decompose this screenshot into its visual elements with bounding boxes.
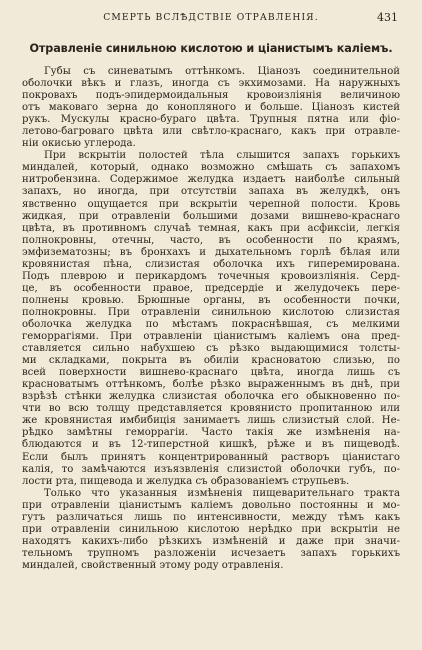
text-line: Если былъ принятъ концентрированный растворъ ціанистаго — [22, 451, 400, 463]
text-line: отъ маковаго зерна до конопляного и больше. Ціанозъ кистей — [22, 102, 400, 114]
text-line: калія, то замѣчаются изъязвленія слизистой оболочки губъ, по- — [22, 463, 400, 475]
text-line: лости рта, пищевода и желудка съ образованіемъ струпьевъ. — [22, 475, 350, 487]
text-line: цвѣта, въ противномъ случаѣ темная, какъ при асфиксіи, легкія — [22, 222, 400, 234]
text-line: находятъ какихъ-либо рѣзкихъ измѣненій и даже при значи- — [22, 535, 400, 547]
text-line: эмфизематозны; въ бронхахъ и дыхательномъ горлѣ бѣлая или — [22, 246, 400, 258]
text-line: рѣдко замѣтны геморрагіи. Часто такія же измѣненія на- — [22, 427, 400, 439]
text-line: це, въ особенности правое, предсердіе и желудочекъ пере- — [22, 282, 400, 294]
text-line: же кровянистая имбибиція занимаетъ лишь слизистый слой. Не- — [22, 415, 400, 427]
running-title: СМЕРТЬ ВСЛѢДСТВІЕ ОТРАВЛЕНІЯ. — [103, 12, 319, 23]
text-line: полнены кровью. Брюшные органы, въ особенности почки, — [22, 294, 400, 306]
running-header — [22, 12, 400, 26]
text-line: нитробензина. Содержимое желудка издаетъ наиболѣе сильный — [22, 174, 400, 186]
text-line: ніи окисью углерода. — [22, 138, 136, 150]
text-line: миндалей, который, однако возможно смѣшать съ запахомъ — [22, 162, 400, 174]
text-line: взрѣзѣ стѣнки желудка слизистая оболочка его обыкновенно по- — [22, 391, 400, 403]
page-number: 431 — [377, 11, 398, 24]
text-line: ставляется сильно набухшею съ рѣзко выдающимися толсты- — [22, 343, 400, 355]
text-line: ми складками, покрыта въ обиліи красноватою слизью, по — [22, 355, 400, 367]
text-line: запахъ, но иногда, при отсутствіи запаха въ желудкѣ, онъ — [22, 186, 400, 198]
text-line: рукъ. Мускулы красно-бураго цвѣта. Трупныя пятна или фіо- — [22, 114, 400, 126]
text-line: блюдаются и въ 12-типерстной кишкѣ, рѣже и въ пищеводѣ. — [22, 439, 400, 451]
text-line: тельномъ трупномъ разложеніи исчезаетъ запахъ горькихъ — [22, 547, 400, 559]
text-line: полнокровны, отечны, часто, въ особенности по краямъ, — [22, 234, 400, 246]
text-line: гутъ различаться лишь по интенсивности, между тѣмъ какъ — [22, 511, 400, 523]
text-line: оболочка желудка по мѣстамъ покраснѣвшая, съ мелкими — [22, 318, 400, 330]
text-line: полнокровны. При отравленіи синильною кислотою слизистая — [22, 306, 400, 318]
text-line: явственно ощущается при вскрытіи черепной полости. Кровь — [22, 198, 400, 210]
text-line: жидкая, при отравленіи большими дозами вишнево-краснаго — [22, 210, 400, 222]
text-line: Подъ плеврою и перикардомъ точечныя кровоизліянія. Серд- — [22, 270, 400, 282]
text-line: геморрагіями. При отравленіи ціанистымъ каліемъ она пред- — [22, 331, 400, 343]
text-line: красноватымъ оттѣнкомъ, болѣе рѣзко выраженнымъ въ днѣ, при — [22, 379, 400, 391]
text-line: Губы съ синеватымъ оттѣнкомъ. Ціанозъ соединительной — [44, 66, 400, 77]
text-line: кровянистая пѣна, слизистая оболочка ихъ гиперемирована. — [22, 258, 400, 270]
text-line: миндалей, свойственный этому роду отравленія. — [22, 559, 284, 571]
text-line: всей поверхности вишнево-краснаго цвѣта, иногда лишь съ — [22, 367, 400, 379]
text-line: при отравленіи синильною кислотою нерѣдко при вскрытіи не — [22, 523, 400, 535]
text-line: покровахъ подъ-эпидермоидальныя кровоизліянія величиною — [22, 90, 400, 102]
text-line: Только что указанныя измѣненія пищеварительнаго тракта — [44, 487, 400, 499]
text-line: оболочки вѣкъ и глазъ, иногда съ экхимозами. На наружныхъ — [22, 78, 400, 90]
body-text — [22, 66, 400, 572]
text-line: При вскрытіи полостей тѣла слышится запахъ горькихъ — [44, 150, 400, 162]
text-line: чти во всю толщу представляется кровянисто пропитанною или — [22, 403, 400, 415]
text-line: летово-багроваго цвѣта или свѣтло-краснаго, какъ при отравле- — [22, 126, 400, 138]
article-title: Отравленіе синильною кислотою и ціанистымъ каліемъ. — [29, 42, 393, 55]
text-line: при отравленіи ціанистымъ каліемъ довольно постоянны и мо- — [22, 499, 400, 511]
